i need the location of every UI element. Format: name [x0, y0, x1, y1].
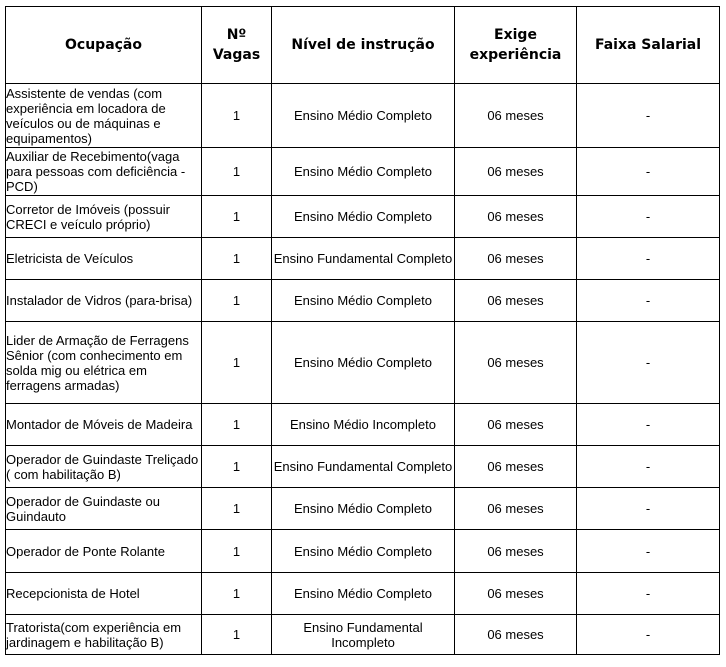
table-row — [6, 280, 720, 322]
header-nivel-instrucao: Nível de instrução — [272, 7, 455, 84]
cell-ocupacao: Operador de Ponte Rolante — [6, 530, 202, 573]
header-vagas: Nº Vagas — [202, 7, 272, 84]
cell-exige-experiencia: 06 meses — [455, 280, 577, 322]
cell-exige-experiencia: 06 meses — [455, 530, 577, 573]
table-row — [6, 84, 720, 148]
cell-vagas: 1 — [202, 196, 272, 238]
header-faixa-salarial: Faixa Salarial — [577, 7, 720, 84]
cell-ocupacao: Montador de Móveis de Madeira — [6, 404, 202, 446]
cell-nivel-instrucao: Ensino Médio Completo — [272, 573, 455, 615]
cell-vagas: 1 — [202, 488, 272, 530]
cell-nivel-instrucao: Ensino Médio Completo — [272, 148, 455, 196]
cell-exige-experiencia: 06 meses — [455, 488, 577, 530]
cell-exige-experiencia: 06 meses — [455, 238, 577, 280]
cell-nivel-instrucao: Ensino Fundamental Completo — [272, 238, 455, 280]
header-exige-experiencia: Exige experiência — [455, 7, 577, 84]
header-row — [6, 7, 720, 84]
cell-vagas: 1 — [202, 573, 272, 615]
cell-vagas: 1 — [202, 530, 272, 573]
cell-faixa-salarial: - — [577, 148, 720, 196]
cell-nivel-instrucao: Ensino Médio Completo — [272, 280, 455, 322]
header-ocupacao: Ocupação — [6, 7, 202, 84]
cell-ocupacao: Operador de Guindaste Treliçado ( com habilitação B) — [6, 446, 202, 488]
cell-faixa-salarial: - — [577, 530, 720, 573]
table-row — [6, 322, 720, 404]
cell-faixa-salarial: - — [577, 280, 720, 322]
cell-ocupacao: Auxiliar de Recebimento(vaga para pessoas com deficiência - PCD) — [6, 148, 202, 196]
cell-faixa-salarial: - — [577, 238, 720, 280]
cell-exige-experiencia: 06 meses — [455, 615, 577, 655]
cell-faixa-salarial: - — [577, 84, 720, 148]
cell-vagas: 1 — [202, 148, 272, 196]
table-row — [6, 148, 720, 196]
job-openings-table-container — [5, 6, 720, 655]
cell-exige-experiencia: 06 meses — [455, 196, 577, 238]
cell-ocupacao: Assistente de vendas (com experiência em locadora de veículos ou de máquinas e equipamentos) — [6, 84, 202, 148]
cell-faixa-salarial: - — [577, 488, 720, 530]
cell-vagas: 1 — [202, 84, 272, 148]
cell-vagas: 1 — [202, 404, 272, 446]
table-row — [6, 238, 720, 280]
cell-ocupacao: Recepcionista de Hotel — [6, 573, 202, 615]
table-row — [6, 446, 720, 488]
table-row — [6, 404, 720, 446]
cell-exige-experiencia: 06 meses — [455, 446, 577, 488]
cell-faixa-salarial: - — [577, 615, 720, 655]
cell-exige-experiencia: 06 meses — [455, 84, 577, 148]
cell-ocupacao: Operador de Guindaste ou Guindauto — [6, 488, 202, 530]
cell-exige-experiencia: 06 meses — [455, 322, 577, 404]
cell-faixa-salarial: - — [577, 573, 720, 615]
cell-nivel-instrucao: Ensino Médio Completo — [272, 84, 455, 148]
cell-ocupacao: Instalador de Vidros (para-brisa) — [6, 280, 202, 322]
cell-exige-experiencia: 06 meses — [455, 404, 577, 446]
cell-exige-experiencia: 06 meses — [455, 573, 577, 615]
job-openings-table — [5, 6, 720, 655]
cell-faixa-salarial: - — [577, 196, 720, 238]
cell-faixa-salarial: - — [577, 446, 720, 488]
cell-nivel-instrucao: Ensino Médio Completo — [272, 530, 455, 573]
cell-ocupacao: Lider de Armação de Ferragens Sênior (com conhecimento em solda mig ou elétrica em ferragens armadas) — [6, 322, 202, 404]
cell-exige-experiencia: 06 meses — [455, 148, 577, 196]
cell-nivel-instrucao: Ensino Fundamental Incompleto — [272, 615, 455, 655]
cell-nivel-instrucao: Ensino Médio Incompleto — [272, 404, 455, 446]
cell-faixa-salarial: - — [577, 322, 720, 404]
cell-ocupacao: Tratorista(com experiência em jardinagem e habilitação B) — [6, 615, 202, 655]
cell-vagas: 1 — [202, 322, 272, 404]
cell-nivel-instrucao: Ensino Fundamental Completo — [272, 446, 455, 488]
table-row — [6, 196, 720, 238]
cell-vagas: 1 — [202, 615, 272, 655]
table-row — [6, 573, 720, 615]
cell-nivel-instrucao: Ensino Médio Completo — [272, 196, 455, 238]
table-row — [6, 530, 720, 573]
cell-nivel-instrucao: Ensino Médio Completo — [272, 322, 455, 404]
cell-nivel-instrucao: Ensino Médio Completo — [272, 488, 455, 530]
cell-ocupacao: Eletricista de Veículos — [6, 238, 202, 280]
cell-faixa-salarial: - — [577, 404, 720, 446]
cell-vagas: 1 — [202, 238, 272, 280]
table-row — [6, 488, 720, 530]
cell-vagas: 1 — [202, 446, 272, 488]
cell-vagas: 1 — [202, 280, 272, 322]
table-row — [6, 615, 720, 655]
cell-ocupacao: Corretor de Imóveis (possuir CRECI e veículo próprio) — [6, 196, 202, 238]
